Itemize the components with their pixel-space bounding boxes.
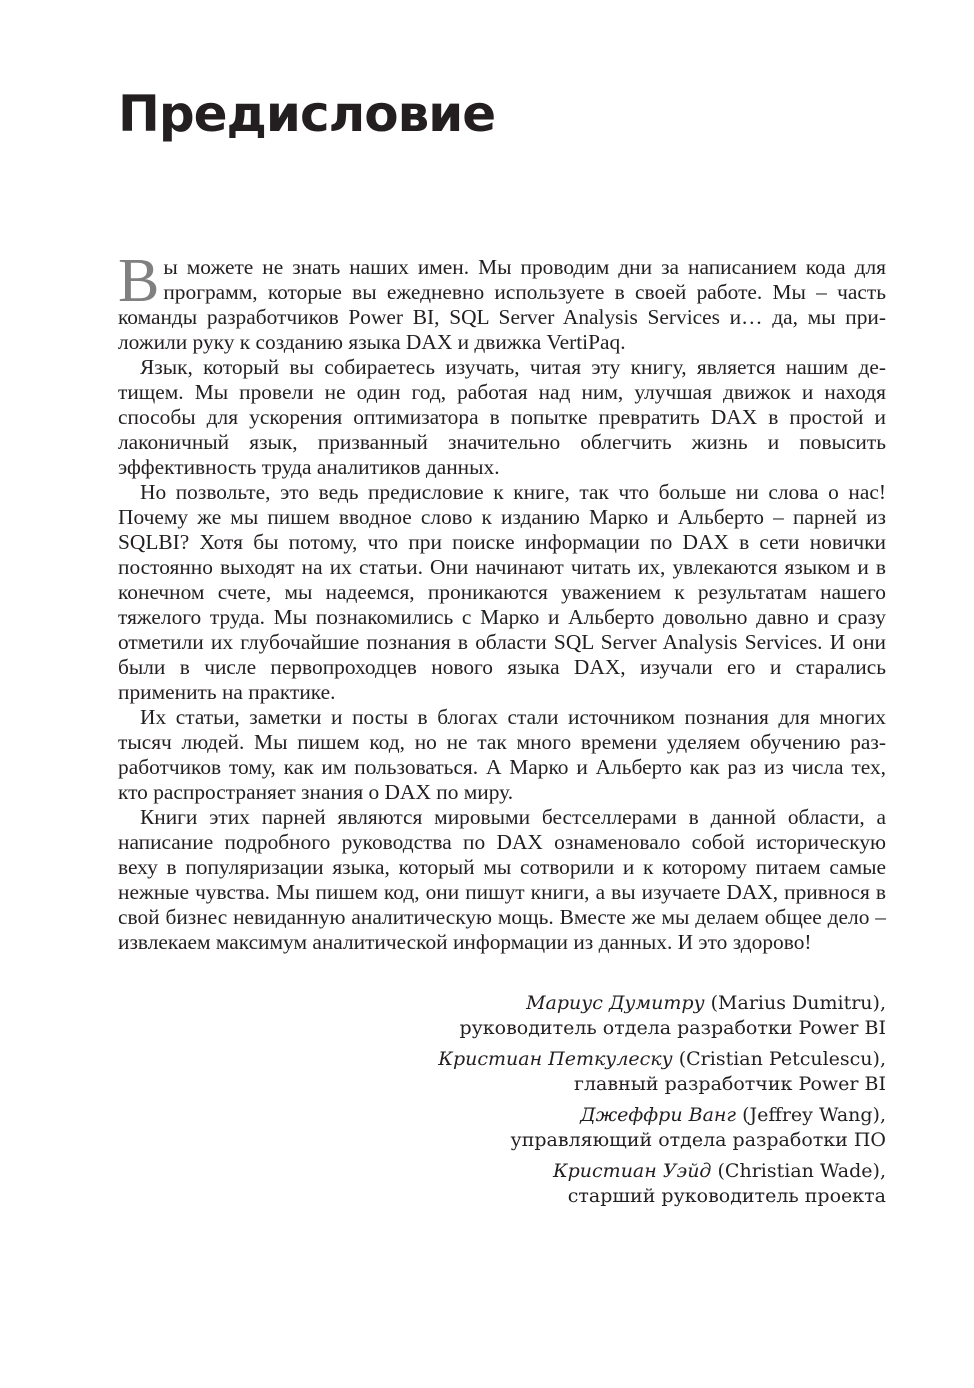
foreword-body <box>118 247 886 955</box>
signature-christian-wade <box>386 1159 886 1209</box>
signature-name-line <box>386 1047 886 1072</box>
signature-marius-dumitru <box>386 991 886 1041</box>
signature-name-en: (Cristian Petculescu), <box>672 1048 886 1070</box>
signature-name-en: (Jeffrey Wang), <box>736 1104 886 1126</box>
signature-name-ru: Мариус Думитру <box>526 992 705 1014</box>
signature-name-ru: Джеффри Ванг <box>580 1104 737 1126</box>
page-title: Предисловие <box>118 85 496 143</box>
signature-name-line <box>386 1159 886 1184</box>
signature-role: главный разработчик Power BI <box>574 1073 886 1095</box>
signature-name-en: (Christian Wade), <box>711 1160 886 1182</box>
paragraph-1-text: ы можете не знать наших имен. Мы проводим дни за написанием кода для программ, которые вы ежедневно используете в своей работе. Мы – часть команды разработчиков Power BI, SQL Server Analysis Services и… да, мы приложили руку к созданию языка DAX и движка VertiPaq. <box>118 255 886 354</box>
signature-role: руководитель отдела разработки Power BI <box>459 1017 886 1039</box>
paragraph-5: Книги этих парней являются мировыми бестселлерами в данной области, а написание подробного руководства по DAX ознаменовало собой историческую веху в популяризации языка, который мы сотворили и к которому питаем самые нежные чувства. Мы пишем код, они пишут книги, а вы изучаете DAX, привнося в свой бизнес невиданную аналитическую мощь. Вместе же мы делаем общее дело – извлекаем максимум аналитической информации из данных. И это здорово! <box>118 805 886 954</box>
paragraph-3: Но позвольте, это ведь предисловие к книге, так что больше ни слова о нас! Почему же мы пишем вводное слово к изданию Марко и Альберто – парней из SQLBI? Хотя бы потому, что при поиске информации по DAX в сети новички постоянно выходят на их статьи. Они начинают читать их, увлекаются языком и в конечном счете, мы надеемся, проникаются уважением к результатам нашего тяжелого труда. Мы познакомились с Марко и Альберто довольно давно и сразу отметили их глубочайшие познания в области SQL Server Analysis Services. И они были в числе первопроходцев нового языка DAX, изучали его и старались применить на практике. <box>118 480 886 704</box>
signature-role: управляющий отдела разработки ПО <box>510 1129 886 1151</box>
signature-name-ru: Кристиан Петкулеску <box>438 1048 673 1070</box>
signature-name-line <box>386 1103 886 1128</box>
signature-name-ru: Кристиан Уэйд <box>552 1160 712 1182</box>
signature-jeffrey-wang <box>386 1103 886 1153</box>
paragraph-4: Их статьи, заметки и посты в блогах стали источником познания для многих тысяч людей. Мы пишем код, но не так много времени уделяем обучению разработчиков тому, как им пользоваться. А Марко и Альберто как раз из числа тех, кто распространяет знания о DAX по миру. <box>118 705 886 804</box>
signature-name-line <box>386 991 886 1016</box>
signature-block <box>386 991 886 1215</box>
paragraph-1 <box>118 247 886 355</box>
signature-name-en: (Marius Dumitru), <box>704 992 886 1014</box>
signature-role: старший руководитель проекта <box>567 1185 886 1207</box>
drop-cap: В <box>118 247 160 315</box>
signature-cristian-petculescu <box>386 1047 886 1097</box>
paragraph-2: Язык, который вы собираетесь изучать, читая эту книгу, является нашим детищем. Мы провели не один год, работая над ним, улучшая движок и находя способы для ускорения оптимизатора в попытке превратить DAX в простой и лаконичный язык, призванный значительно облегчить жизнь и повысить эффективность труда аналитиков данных. <box>118 355 886 479</box>
